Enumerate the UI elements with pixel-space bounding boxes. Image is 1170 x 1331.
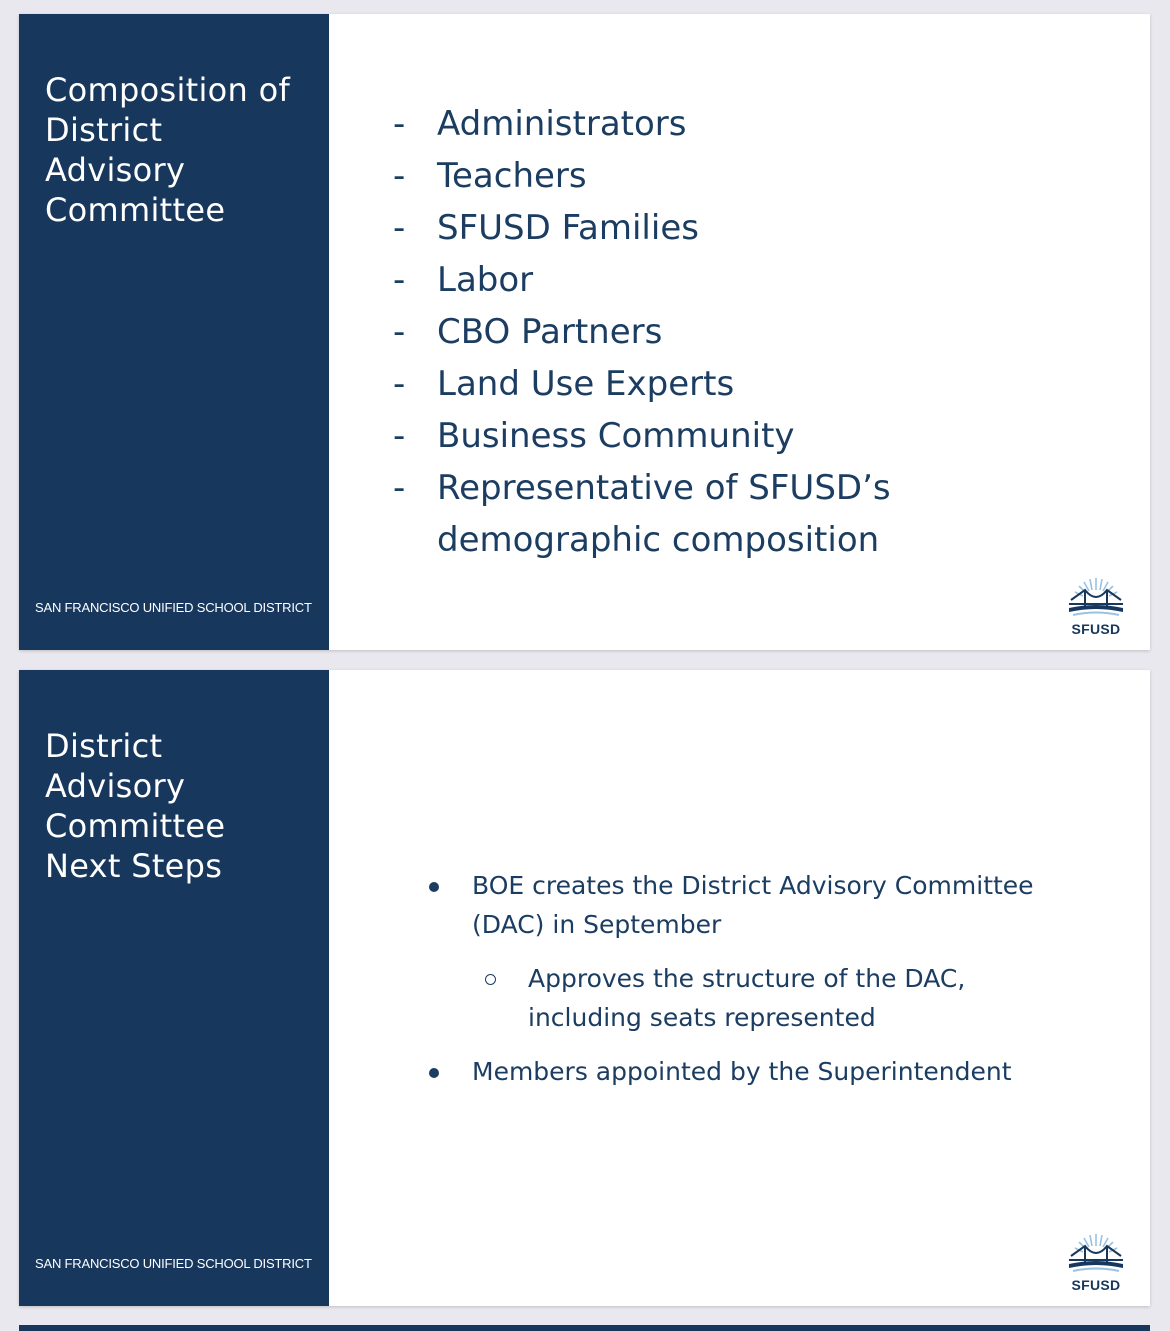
- list-item-label: Land Use Experts: [437, 364, 735, 404]
- slide-next-steps: [19, 670, 1150, 1306]
- title-line: Advisory: [45, 151, 186, 189]
- list-item-label: Business Community: [437, 416, 795, 456]
- list-item: [393, 98, 957, 150]
- slide-sidebar: [19, 14, 329, 650]
- slide-content: [329, 14, 1150, 650]
- list-item: [425, 866, 1072, 944]
- list-item-label: Representative of SFUSD’s demographic composition: [437, 468, 891, 560]
- slide-title: [45, 726, 315, 886]
- title-line: Committee: [45, 807, 226, 845]
- slide-title: [45, 70, 315, 230]
- list-item-label: SFUSD Families: [437, 208, 699, 248]
- list-item-label: Approves the structure of the DAC, including seats represented: [528, 964, 966, 1032]
- slide-composition: [19, 14, 1150, 650]
- list-item-label: Labor: [437, 260, 534, 300]
- dash-bullet: -: [393, 312, 406, 352]
- list-item-label: Members appointed by the Superintendent: [472, 1057, 1012, 1086]
- list-item-label: Teachers: [437, 156, 587, 196]
- logo-text: SFUSD: [1071, 1277, 1121, 1293]
- district-footer: SAN FRANCISCO UNIFIED SCHOOL DISTRICT: [35, 1256, 312, 1271]
- title-line: District: [45, 111, 163, 149]
- list-item: [425, 1052, 1072, 1091]
- list-item: [393, 202, 957, 254]
- dash-bullet: -: [393, 364, 406, 404]
- sfusd-bridge-logo-icon: [1065, 574, 1127, 638]
- title-line: Next Steps: [45, 847, 223, 885]
- dash-bullet: -: [393, 156, 406, 196]
- list-item: [393, 306, 957, 358]
- list-item-label: BOE creates the District Advisory Committee (DAC) in September: [472, 871, 1034, 939]
- composition-list: [393, 98, 957, 566]
- district-footer: SAN FRANCISCO UNIFIED SCHOOL DISTRICT: [35, 600, 312, 615]
- dash-bullet: -: [393, 468, 406, 508]
- dash-bullet: -: [393, 416, 406, 456]
- logo-text: SFUSD: [1071, 621, 1121, 637]
- next-steps-list: [425, 866, 1072, 1106]
- title-line: Advisory: [45, 767, 186, 805]
- list-item: [393, 150, 957, 202]
- list-item-label: Administrators: [437, 104, 687, 144]
- next-slide-edge: [19, 1325, 1150, 1331]
- slide-content: [329, 670, 1150, 1306]
- sub-list-item: [425, 959, 1068, 1037]
- title-line: Composition of: [45, 71, 291, 109]
- bullet-dot: [429, 882, 439, 892]
- title-line: Committee: [45, 191, 226, 229]
- dash-bullet: -: [393, 208, 406, 248]
- title-line: District: [45, 727, 163, 765]
- list-item: [393, 254, 957, 306]
- list-item-label: CBO Partners: [437, 312, 663, 352]
- sfusd-bridge-logo-icon: [1065, 1230, 1127, 1294]
- bullet-dot: [429, 1068, 439, 1078]
- slide-sidebar: [19, 670, 329, 1306]
- dash-bullet: -: [393, 260, 406, 300]
- sub-bullet-ring: [485, 974, 496, 985]
- dash-bullet: -: [393, 104, 406, 144]
- list-item: [393, 358, 957, 410]
- list-item: [393, 410, 957, 462]
- list-item: [393, 462, 957, 566]
